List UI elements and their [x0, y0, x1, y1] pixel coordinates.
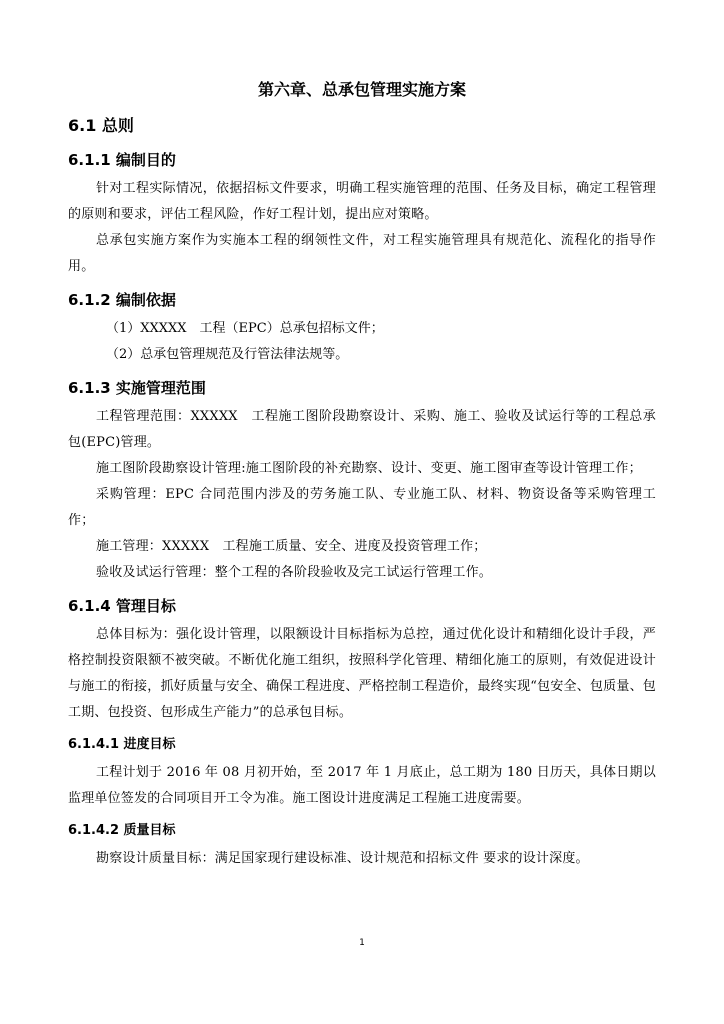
section-body-6-1-4-2: [68, 846, 656, 872]
paragraph: 总承包实施方案作为实施本工程的纲领性文件，对工程实施管理具有规范化、流程化的指导作用。: [68, 233, 656, 274]
paragraph: 勘察设计质量目标：满足国家现行建设标准、设计规范和招标文件 要求的设计深度。: [96, 851, 589, 866]
paragraph: 针对工程实际情况，依据招标文件要求，明确工程实施管理的范围、任务及目标，确定工程管理的原则和要求，评估工程风险，作好工程计划，提出应对策略。: [68, 181, 656, 222]
paragraph: 验收及试运行管理：整个工程的各阶段验收及完工试运行管理工作。: [96, 565, 493, 580]
section-heading-6-1-1: 6.1.1 编制目的: [68, 151, 176, 169]
section-heading-6-1: 6.1 总则: [68, 116, 134, 135]
document-page: [68, 74, 656, 880]
section-heading-6-1-2: 6.1.2 编制依据: [68, 291, 176, 309]
section-heading-6-1-4: 6.1.4 管理目标: [68, 597, 176, 615]
paragraph: 总体目标为：强化设计管理，以限额设计目标指标为总控，通过优化设计和精细化设计手段，严格控制投资限额不被突破。不断优化施工组织，按照科学化管理、精细化施工的原则，有效促进设计与施工的衔接，抓好质量与安全、确保工程进度、严格控制工程造价，最终实现“包安全、包质量、包工期、包投资、包形成生产能力”的总承包目标。: [68, 627, 656, 720]
paragraph: 工程管理范围：XXXXX 工程施工图阶段勘察设计、采购、施工、验收及试运行等的工程总承包(EPC)管理。: [68, 409, 656, 450]
paragraph: 工程计划于 2016 年 08 月初开始，至 2017 年 1 月底止，总工期为 180 日历天，具体日期以监理单位签发的合同项目开工令为准。施工图设计进度满足工程施工进度需要。: [68, 765, 656, 806]
list-item: （1）XXXXX 工程（EPC）总承包招标文件；: [106, 321, 384, 336]
chapter-title: 第六章、总承包管理实施方案: [257, 80, 466, 99]
paragraph: 施工图阶段勘察设计管理:施工图阶段的补充勘察、设计、变更、施工图审查等设计管理工作；: [96, 461, 642, 476]
section-body-6-1-4-1: [68, 760, 656, 812]
paragraph: 施工管理：XXXXX 工程施工质量、安全、进度及投资管理工作；: [96, 539, 487, 554]
section-body-6-1-3: [68, 404, 656, 586]
section-body-6-1-4: [68, 622, 656, 726]
section-body-6-1-2: [68, 316, 656, 368]
section-heading-6-1-3: 6.1.3 实施管理范围: [68, 379, 206, 397]
section-body-6-1-1: [68, 176, 656, 280]
section-heading-6-1-4-2: 6.1.4.2 质量目标: [68, 823, 176, 838]
paragraph: 采购管理：EPC 合同范围内涉及的劳务施工队、专业施工队、材料、物资设备等采购管理工作；: [68, 487, 656, 528]
list-item: （2）总承包管理规范及行管法律法规等。: [106, 347, 349, 362]
section-heading-6-1-4-1: 6.1.4.1 进度目标: [68, 737, 176, 752]
page-number: 1: [359, 938, 365, 948]
